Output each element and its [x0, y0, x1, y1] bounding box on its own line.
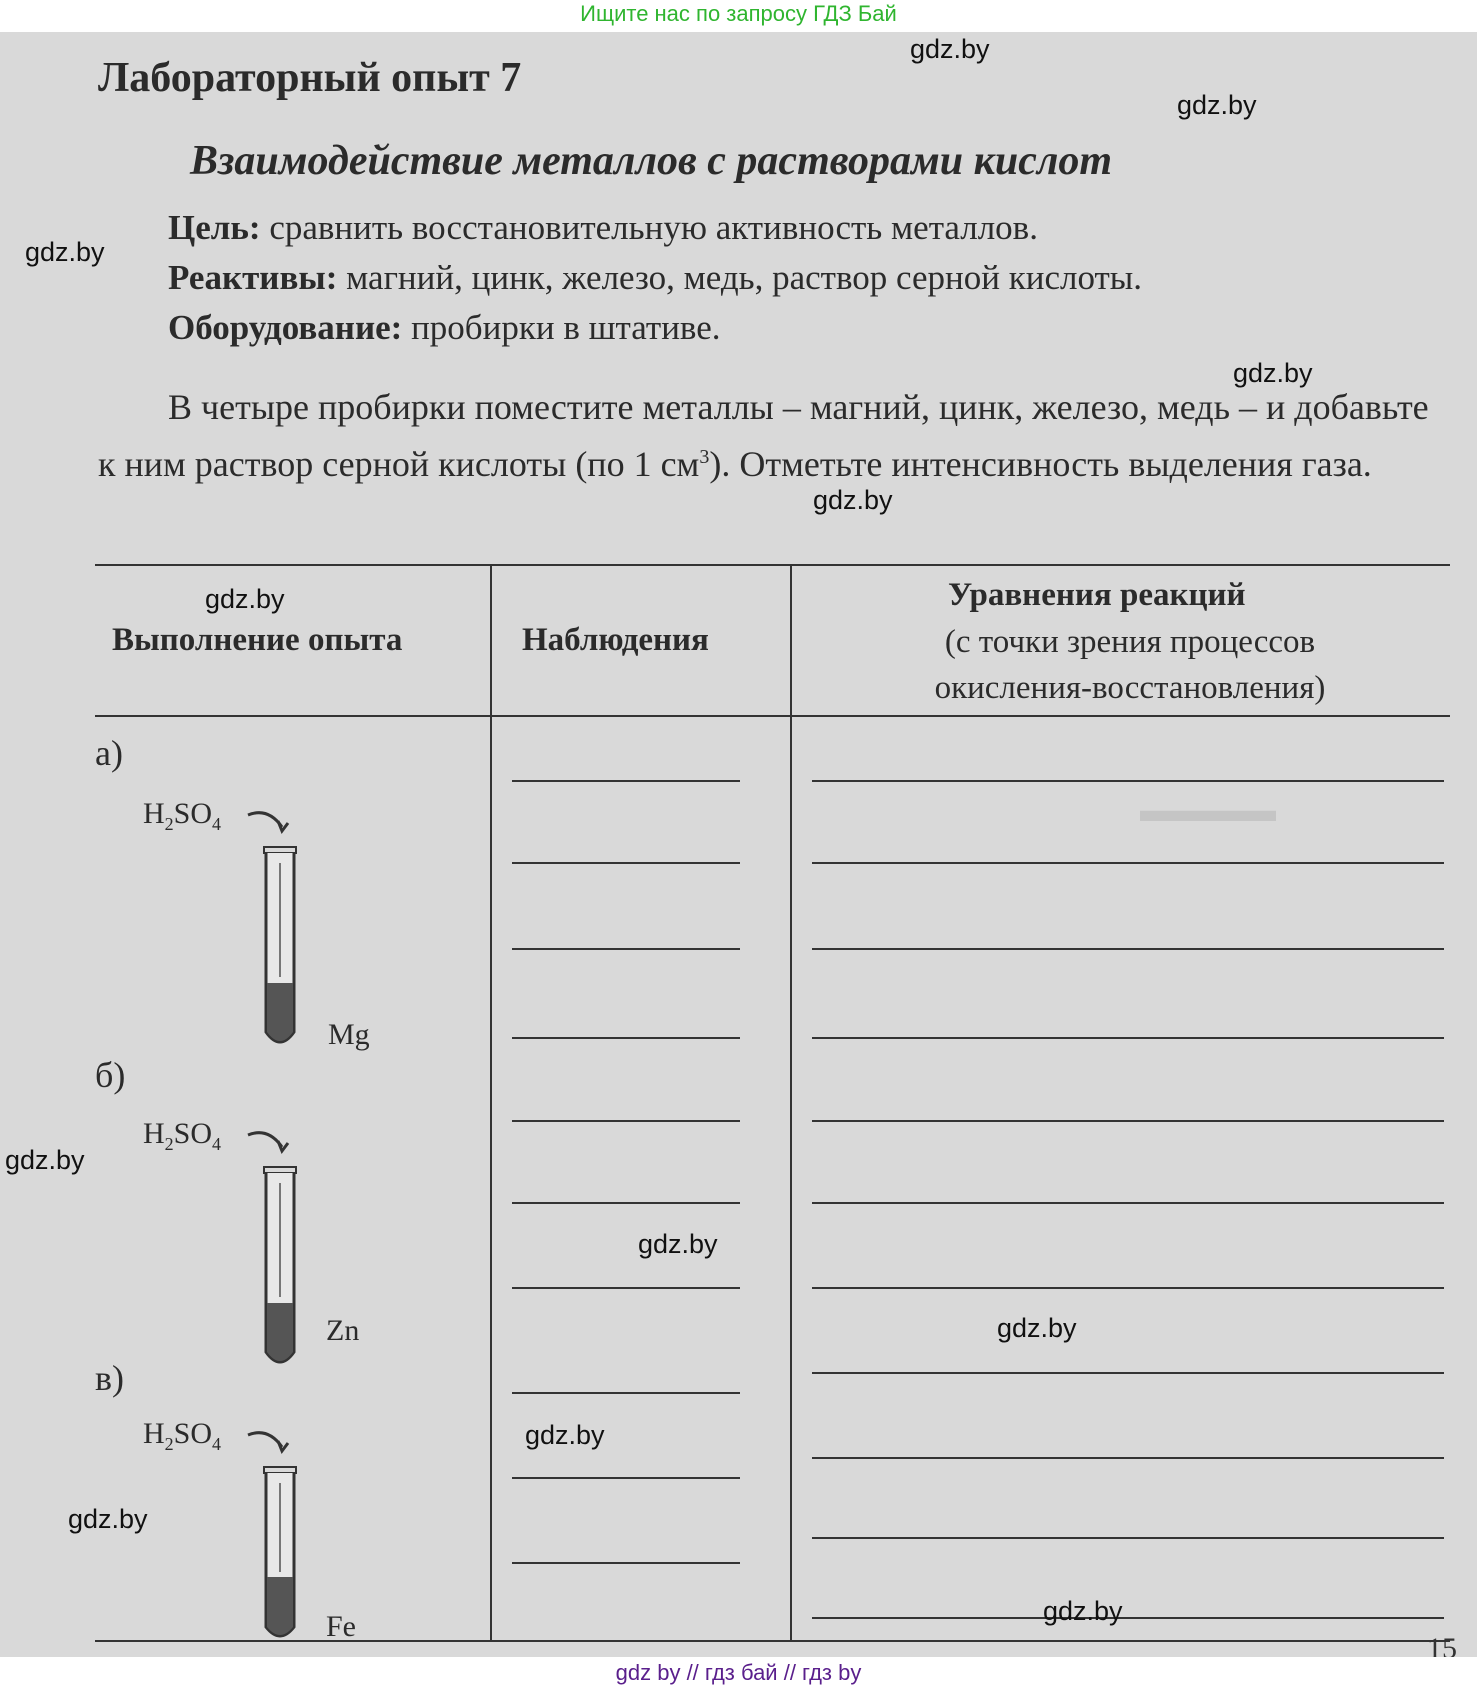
equation-blank-5[interactable]: [812, 1120, 1444, 1122]
equation-blank-11[interactable]: [812, 1617, 1444, 1619]
table-divider-2: [790, 564, 792, 1640]
equipment-label: Оборудование:: [168, 308, 403, 347]
bottom-banner[interactable]: gdz by // гдз бай // гдз by: [615, 1660, 862, 1685]
reagents-label: Реактивы:: [168, 258, 338, 297]
observation-blank-7[interactable]: [512, 1287, 740, 1289]
watermark-2: gdz.by: [1177, 90, 1257, 120]
page-title: Лабораторный опыт 7: [98, 55, 522, 101]
header-procedure: Выполнение опыта: [112, 622, 403, 658]
watermark-4: gdz.by: [1233, 358, 1313, 388]
observation-blank-8[interactable]: [512, 1392, 740, 1394]
bleed-through-1: ▬▬▬▬: [1140, 792, 1276, 829]
equation-blank-1[interactable]: [812, 780, 1444, 782]
equipment-line: [168, 308, 721, 348]
table-divider-1: [490, 564, 492, 1640]
watermark-1: gdz.by: [910, 34, 990, 64]
header-observations: Наблюдения: [522, 622, 709, 658]
test-tube-b-icon: [240, 1127, 320, 1377]
equation-blank-8[interactable]: [812, 1372, 1444, 1374]
experiment-label-b: б): [95, 1055, 126, 1095]
test-tube-c-icon: [240, 1427, 320, 1657]
equation-blank-9[interactable]: [812, 1457, 1444, 1459]
header-equations-note-2: окисления-восстановления): [934, 670, 1326, 706]
instructions-paragraph: [98, 382, 1450, 489]
top-banner[interactable]: Ищите нас по запросу ГДЗ Бай: [580, 1, 897, 26]
metal-label-a: Mg: [328, 1018, 370, 1051]
watermark-3: gdz.by: [25, 237, 105, 267]
instructions-part2: ). Отметьте интенсивность выделения газа.: [709, 444, 1372, 484]
watermark-11: gdz.by: [68, 1504, 148, 1534]
observation-blank-3[interactable]: [512, 948, 740, 950]
equation-blank-10[interactable]: [812, 1537, 1444, 1539]
header-equations: Уравнения реакций: [948, 577, 1246, 613]
acid-formula-a: $H_2SO_4$: [143, 797, 222, 834]
observation-blank-5[interactable]: [512, 1120, 740, 1122]
equation-blank-3[interactable]: [812, 948, 1444, 950]
observation-blank-1[interactable]: [512, 780, 740, 782]
equation-blank-7[interactable]: [812, 1287, 1444, 1289]
equation-blank-4[interactable]: [812, 1037, 1444, 1039]
header-equations-note-1: (с точки зрения процессов: [944, 624, 1316, 660]
reagents-text: магний, цинк, железо, медь, раствор серной кислоты.: [337, 258, 1143, 297]
observation-blank-10[interactable]: [512, 1562, 740, 1564]
table-header-border: [95, 715, 1450, 717]
watermark-6: gdz.by: [205, 584, 285, 614]
instructions-sup: 3: [699, 446, 710, 468]
watermark-5: gdz.by: [813, 485, 893, 515]
experiment-label-a: а): [95, 733, 123, 773]
watermark-8: gdz.by: [638, 1229, 718, 1259]
page-number: 15: [1427, 1632, 1457, 1657]
textbook-page: [0, 32, 1477, 1657]
observation-blank-6[interactable]: [512, 1202, 740, 1204]
acid-formula-b: $H_2SO_4$: [143, 1117, 222, 1154]
equipment-text: пробирки в штативе.: [402, 308, 721, 347]
watermark-7: gdz.by: [5, 1145, 85, 1175]
observation-blank-2[interactable]: [512, 862, 740, 864]
goal-text: сравнить восстановительную активность металлов.: [260, 208, 1038, 247]
observation-blank-4[interactable]: [512, 1037, 740, 1039]
instructions-part1: В четыре пробирки поместите металлы – магний, цинк, железо, медь – и добавьте к ним раствор серной кислоты (по 1 см: [98, 387, 1429, 484]
watermark-9: gdz.by: [997, 1313, 1077, 1343]
equation-blank-2[interactable]: [812, 862, 1444, 864]
watermark-10: gdz.by: [525, 1420, 605, 1450]
reagents-line: [168, 258, 1142, 298]
experiment-label-c: в): [95, 1358, 124, 1398]
metal-label-b: Zn: [326, 1314, 360, 1347]
watermark-12: gdz.by: [1043, 1596, 1123, 1626]
goal-label: Цель:: [168, 208, 261, 247]
acid-formula-c: $H_2SO_4$: [143, 1417, 222, 1454]
table-top-border: [95, 564, 1450, 566]
equation-blank-6[interactable]: [812, 1202, 1444, 1204]
test-tube-a-icon: [240, 807, 320, 1057]
observation-blank-9[interactable]: [512, 1477, 740, 1479]
metal-label-c: Fe: [326, 1610, 356, 1643]
goal-line: [168, 208, 1038, 248]
page-subtitle: Взаимодействие металлов с растворами кислот: [190, 138, 1113, 184]
